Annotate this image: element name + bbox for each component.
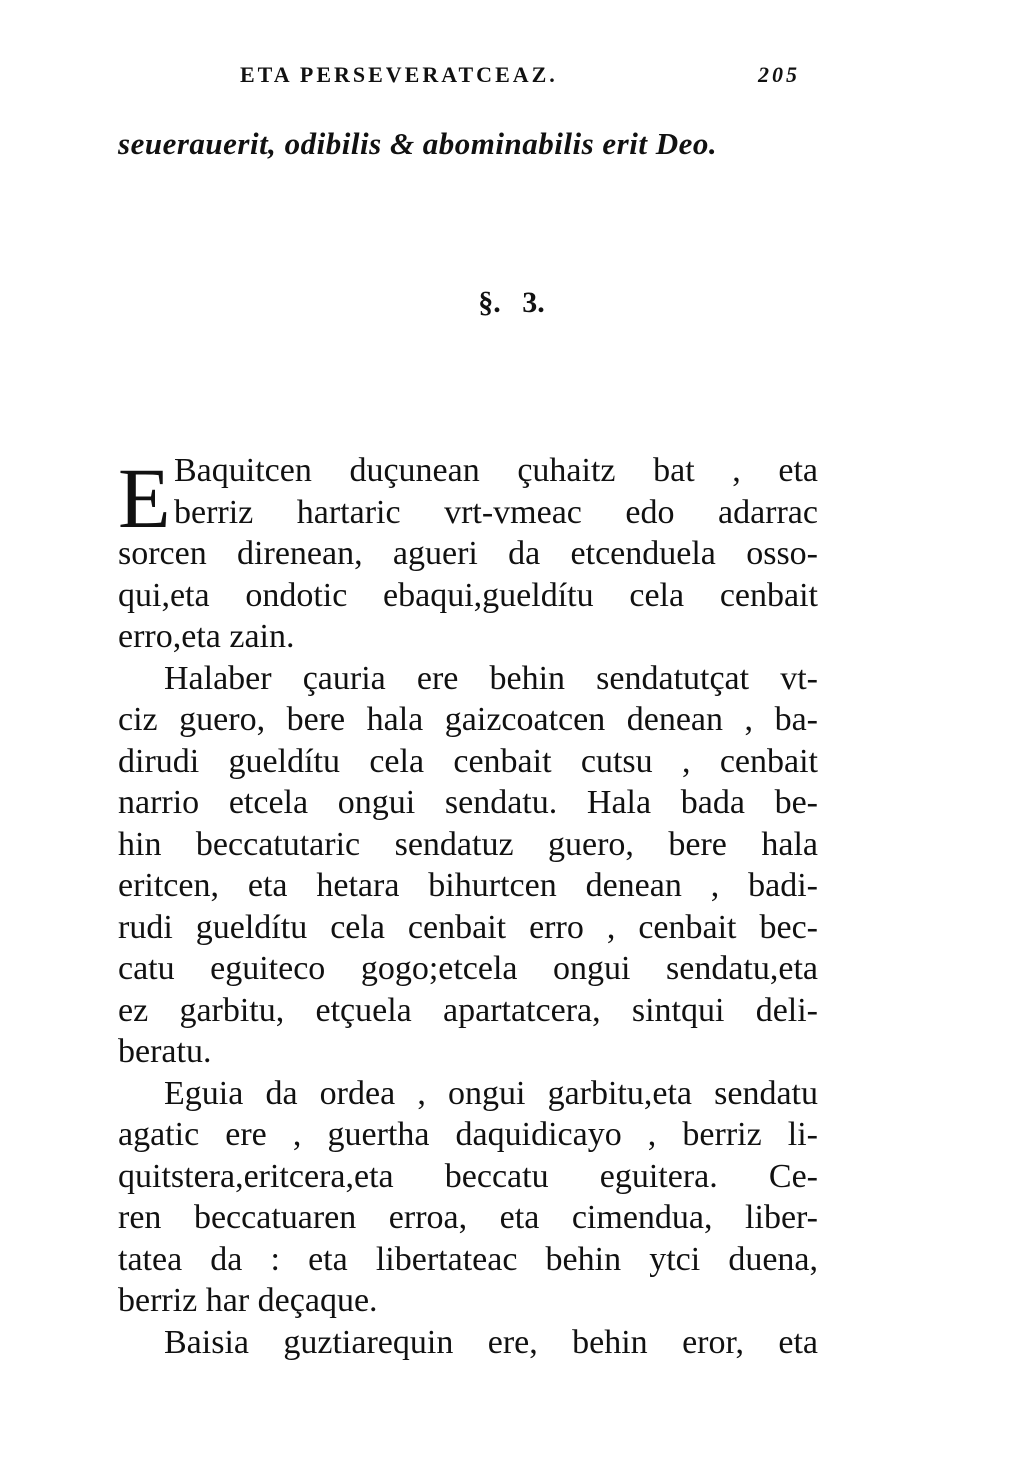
latin-quotation: seuerauerit, odibilis & abominabilis erit Deo.: [118, 126, 718, 161]
text-line: rudi gueldítu cela cenbait erro , cenbait bec-: [118, 908, 818, 946]
text-line: dirudi gueldítu cela cenbait cutsu , cenbait: [118, 742, 818, 780]
text-line: ez garbitu, etçuela apartatcera, sintqui deli-: [118, 991, 818, 1029]
text-line: agatic ere , guertha daquidicayo , berriz li-: [118, 1116, 818, 1153]
text-line: catu eguiteco gogo;etcela ongui sendatu,eta: [118, 950, 818, 987]
text-line: berriz hartaric vrt-vmeac edo adarrac: [174, 493, 818, 531]
text-line: qui,eta ondotic ebaqui,gueldítu cela cenbait: [118, 576, 818, 614]
text-line: beratu.: [118, 1033, 212, 1070]
text-line: berriz har deçaque.: [118, 1282, 378, 1319]
section-heading: §. 3.: [478, 286, 545, 319]
text-line: tatea da : eta libertateac behin ytci duena,: [118, 1240, 818, 1278]
text-line: erro,eta zain.: [118, 618, 295, 655]
text-line: quitstera,eritcera,eta beccatu eguitera. Ce-: [118, 1157, 818, 1195]
text-line: Halaber çauria ere behin sendatutçat vt-: [164, 659, 818, 697]
text-line: ciz guero, bere hala gaizcoatcen denean , ba-: [118, 701, 818, 738]
text-line: Baquitcen duçunean çuhaitz bat , eta: [174, 452, 818, 489]
text-line: eritcen, eta hetara bihurtcen denean , badi-: [118, 867, 818, 904]
text-line: Baisia guztiarequin ere, behin eror, eta: [164, 1323, 818, 1361]
page-number: 205: [758, 62, 800, 87]
body-text: [118, 450, 818, 1363]
text-line: sorcen direnean, agueri da etcenduela osso-: [118, 535, 818, 572]
text-line: ren beccatuaren erroa, eta cimendua, liber-: [118, 1199, 818, 1236]
running-head-title: ETA PERSEVERATCEAZ.: [240, 62, 558, 87]
drop-cap: E: [118, 450, 171, 546]
text-line: narrio etcela ongui sendatu. Hala bada be-: [118, 784, 818, 821]
text-line: Eguia da ordea , ongui garbitu,eta sendatu: [164, 1074, 818, 1112]
text-line: hin beccatutaric sendatuz guero, bere hala: [118, 825, 818, 863]
running-head: [240, 62, 800, 98]
